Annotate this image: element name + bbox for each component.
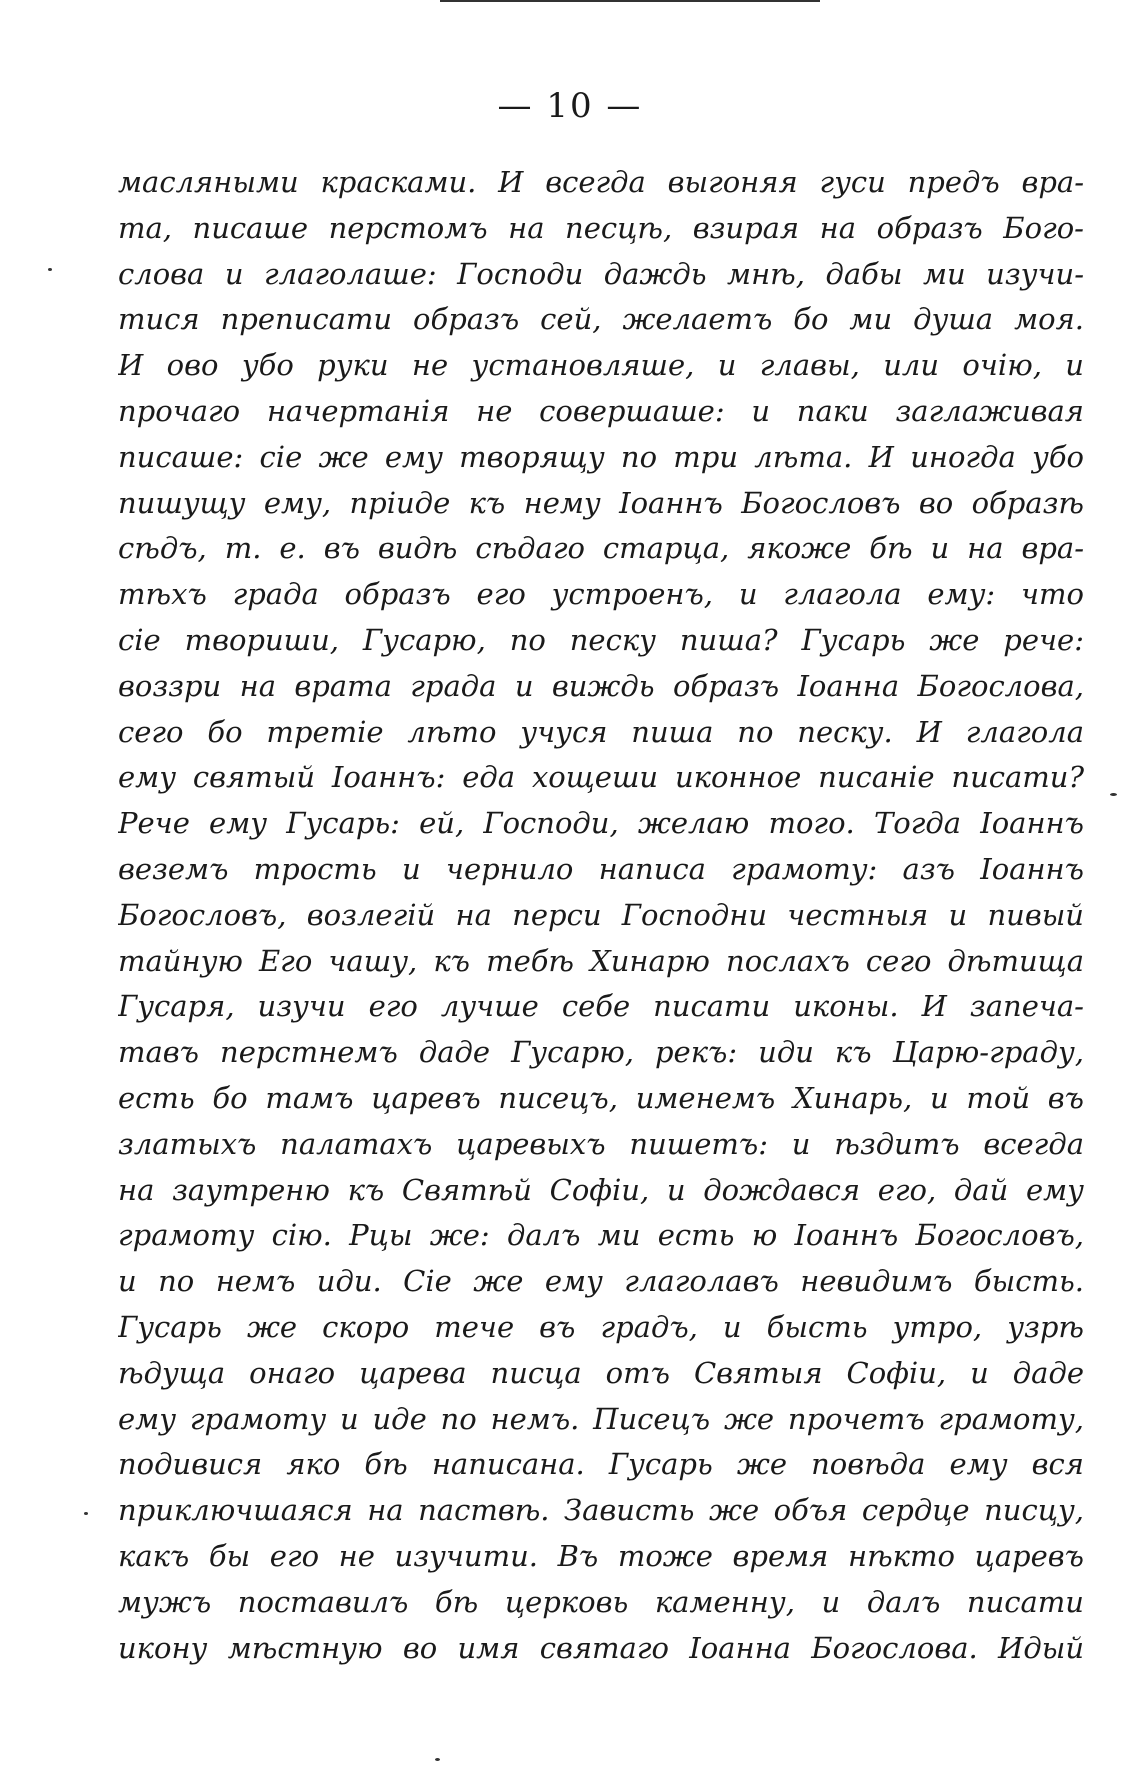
text-line: тися преписати образъ сей, желаетъ бо ми душа моя.	[118, 302, 1084, 337]
text-line: прочаго начертанія не совершаше: и паки заглаживая	[118, 393, 1084, 428]
text-line: ѣдуща онаго царева писца отъ Святыя Софіи, и даде	[118, 1355, 1084, 1390]
text-line: тайную Его чашу, къ тебѣ Хинарю послахъ сего дѣтища	[118, 943, 1084, 978]
text-line: пишущу ему, пріиде къ нему Іоаннъ Богословъ во образѣ	[118, 485, 1084, 520]
top-rule	[440, 0, 820, 2]
margin-speck	[1110, 793, 1117, 796]
text-line: И ово убо руки не установляше, и главы, или очію, и	[118, 348, 1084, 383]
text-line: ему святый Іоаннъ: еда хощеши иконное писаніе писати?	[118, 760, 1084, 795]
text-line: Гусарь же скоро тече въ градъ, и бысть утро, узрѣ	[118, 1309, 1084, 1344]
text-line: масляными красками. И всегда выгоняя гуси предъ вра-	[118, 165, 1084, 199]
text-line: грамоту сію. Рцы же: далъ ми есть ю Іоаннъ Богословъ,	[118, 1218, 1084, 1253]
text-line: есть бо тамъ царевъ писецъ, именемъ Хинарь, и той въ	[118, 1080, 1084, 1115]
text-line: златыхъ палатахъ царевыхъ пишетъ: и ѣздитъ всегда	[118, 1126, 1084, 1161]
text-body	[118, 160, 1084, 1671]
text-line: Рече ему Гусарь: ей, Господи, желаю того. Тогда Іоаннъ	[118, 806, 1084, 841]
text-line: сіе твориши, Гусарю, по песку пиша? Гусарь же рече:	[118, 622, 1084, 657]
text-line: тѣхъ града образъ его устроенъ, и глагола ему: что	[118, 577, 1084, 612]
text-line: сѣдъ, т. е. въ видѣ сѣдаго старца, якоже бѣ и на вра-	[118, 531, 1084, 566]
margin-speck	[48, 268, 52, 271]
margin-speck	[435, 1758, 440, 1761]
text-line: ему грамоту и иде по немъ. Писецъ же прочетъ грамоту,	[118, 1401, 1084, 1436]
text-line: подивися яко бѣ написана. Гусарь же повѣда ему вся	[118, 1447, 1084, 1482]
text-line: какъ бы его не изучити. Въ тоже время нѣкто царевъ	[118, 1538, 1084, 1573]
text-line: на заутреню къ Святѣй Софіи, и дождався его, дай ему	[118, 1172, 1084, 1207]
text-line: сего бо третіе лѣто учуся пиша по песку. И глагола	[118, 714, 1084, 749]
text-line: Гусаря, изучи его лучше себе писати иконы. И запеча-	[118, 989, 1084, 1024]
margin-speck	[84, 1512, 88, 1515]
text-line: и по немъ иди. Сіе же ему глаголавъ невидимъ бысть.	[118, 1264, 1084, 1299]
text-line: тавъ перстнемъ даде Гусарю, рекъ: иди къ Царю-граду,	[118, 1035, 1084, 1070]
text-line: писаше: сіе же ему творящу по три лѣта. И иногда убо	[118, 439, 1084, 474]
text-line: воззри на врата града и виждь образъ Іоанна Богослова,	[118, 668, 1084, 703]
text-line: приключшаяся на паствѣ. Зависть же объя сердце писцу,	[118, 1493, 1084, 1528]
text-line: Богословъ, возлегій на перси Господни честныя и пивый	[118, 897, 1084, 932]
page-number: — 10 —	[497, 86, 643, 126]
text-line: та, писаше перстомъ на песцѣ, взирая на образъ Бого-	[118, 210, 1084, 245]
text-line: икону мѣстную во имя святаго Іоанна Богослова. Идый	[118, 1630, 1084, 1665]
text-line: слова и глаголаше: Господи даждь мнѣ, дабы ми изучи-	[118, 256, 1084, 291]
text-line: веземъ трость и чернило написа грамоту: азъ Іоаннъ	[118, 851, 1084, 886]
text-line: мужъ поставилъ бѣ церковь каменну, и далъ писати	[118, 1584, 1084, 1619]
